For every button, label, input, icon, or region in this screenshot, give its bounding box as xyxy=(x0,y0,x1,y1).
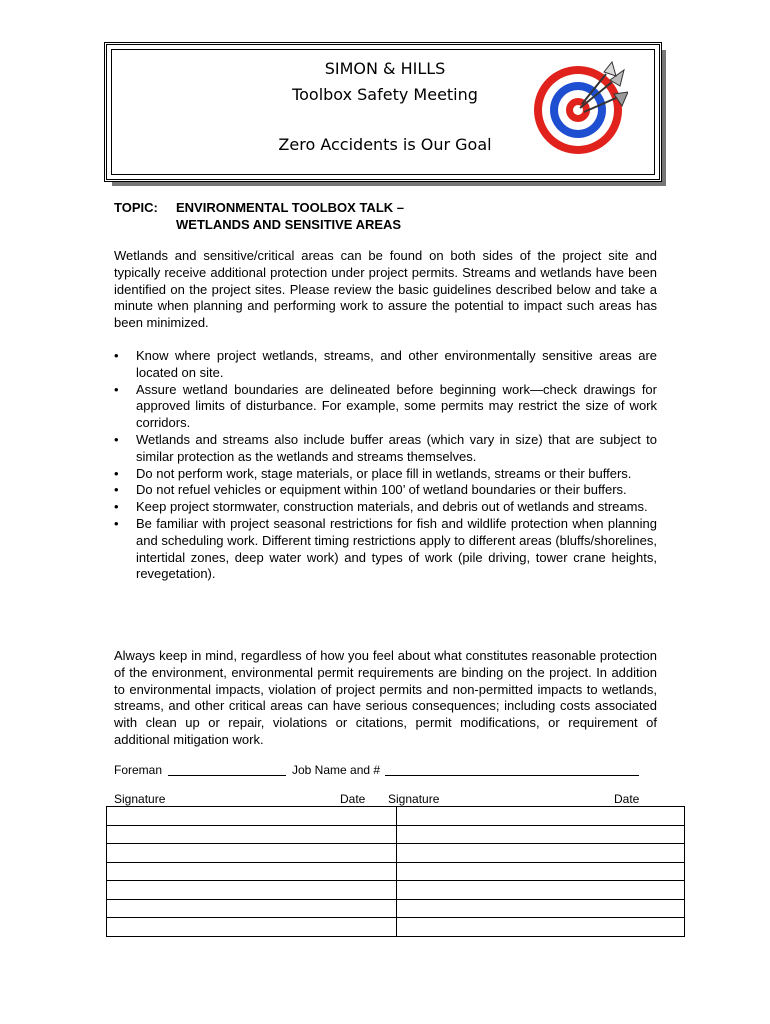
signature-cell[interactable] xyxy=(107,844,397,863)
guideline-item: • Do not perform work, stage materials, or place fill in wetlands, streams or their buffers. xyxy=(114,466,657,483)
topic-title-line2: WETLANDS AND SENSITIVE AREAS xyxy=(176,217,402,232)
foreman-field[interactable] xyxy=(168,775,286,776)
intro-paragraph: Wetlands and sensitive/critical areas can be found on both sides of the project site and typically receive additional protection under project permits. Streams and wetlands have been identified on the project sites. Please review the basic guidelines described below and take a minute when planning and performing work to assure the potential to impact such areas has been minimized. xyxy=(114,248,657,331)
foreman-label: Foreman xyxy=(114,763,163,777)
signature-row xyxy=(107,807,685,826)
job-name-label: Job Name and # xyxy=(292,763,381,777)
signature-cell[interactable] xyxy=(397,825,685,844)
header-shadow-right xyxy=(662,50,666,185)
closing-paragraph: Always keep in mind, regardless of how you feel about what constitutes reasonable protection of the environment, environmental permit requirements are binding on the project. In addition to environmental impacts, violation of project permits and non-permitted impacts to wetlands, streams, and other critical areas can have serious consequences; including costs associated with clean up or repair, violations or citations, permit modifications, or requirement of additional mitigation work. xyxy=(114,648,657,747)
header-shadow-bottom xyxy=(112,182,666,186)
guideline-item: • Know where project wetlands, streams, and other environmentally sensitive areas are located on site. xyxy=(114,348,657,382)
guideline-item: • Assure wetland boundaries are delineated before beginning work—check drawings for approved limits of disturbance. For example, some permits may restrict the size of work corridors. xyxy=(114,382,657,432)
signature-cell[interactable] xyxy=(107,862,397,881)
guideline-item: • Do not refuel vehicles or equipment within 100’ of wetland boundaries or their buffers. xyxy=(114,482,657,499)
signature-cell[interactable] xyxy=(107,899,397,918)
signature-cell[interactable] xyxy=(107,918,397,937)
signature-cell[interactable] xyxy=(397,899,685,918)
signature-row xyxy=(107,918,685,937)
job-name-field[interactable] xyxy=(385,775,639,776)
guideline-item: • Wetlands and streams also include buffer areas (which vary in size) that are subject to similar protection as the wetlands and streams themselves. xyxy=(114,432,657,466)
guidelines-list xyxy=(114,348,657,583)
signature-column-header: Signature xyxy=(114,792,166,806)
signature-cell[interactable] xyxy=(397,844,685,863)
signature-cell[interactable] xyxy=(107,825,397,844)
signature-row xyxy=(107,881,685,900)
signature-row xyxy=(107,899,685,918)
guideline-item: • Keep project stormwater, construction materials, and debris out of wetlands and streams. xyxy=(114,499,657,516)
date-column-header: Date xyxy=(614,792,640,806)
topic-label: TOPIC: xyxy=(114,200,158,215)
signature-cell[interactable] xyxy=(397,881,685,900)
signature-cell[interactable] xyxy=(107,807,397,826)
goal-slogan: Zero Accidents is Our Goal xyxy=(278,135,492,154)
signature-cell[interactable] xyxy=(397,807,685,826)
signature-row xyxy=(107,844,685,863)
signature-row xyxy=(107,862,685,881)
signature-cell[interactable] xyxy=(107,881,397,900)
topic-title-line1: ENVIRONMENTAL TOOLBOX TALK – xyxy=(176,200,404,215)
company-name: SIMON & HILLS xyxy=(324,59,446,78)
signature-row xyxy=(107,825,685,844)
meeting-title: Toolbox Safety Meeting xyxy=(292,85,478,104)
signature-cell[interactable] xyxy=(397,862,685,881)
signature-column-header: Signature xyxy=(388,792,440,806)
date-column-header: Date xyxy=(340,792,366,806)
dartboard-target-icon xyxy=(532,60,628,156)
guideline-item: • Be familiar with project seasonal restrictions for fish and wildlife protection when planning and scheduling work. Different timing restrictions apply to different areas (bluffs/shorelines, intertidal zones, deep water work) and types of work (pile driving, tower crane heights, revegetation). xyxy=(114,516,657,583)
signature-cell[interactable] xyxy=(397,918,685,937)
signature-table xyxy=(106,806,685,937)
